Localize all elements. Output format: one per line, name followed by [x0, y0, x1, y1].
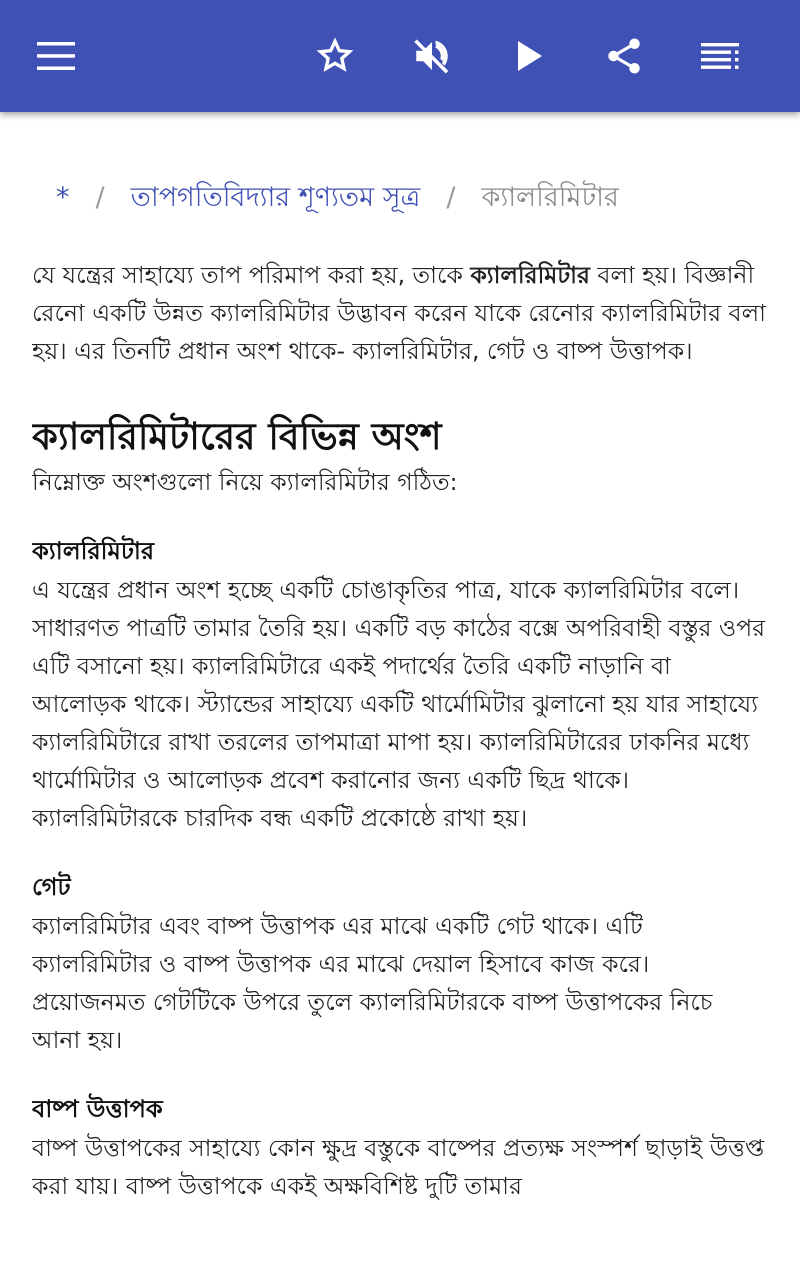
part-title-gate: গেট	[32, 873, 71, 901]
playlist-icon	[701, 43, 739, 69]
menu-button[interactable]	[28, 28, 84, 84]
breadcrumb-current: ক্যালরিমিটার	[481, 182, 619, 213]
breadcrumb-home-link[interactable]: *	[56, 182, 70, 213]
play-icon	[514, 39, 546, 73]
share-button[interactable]	[596, 28, 652, 84]
part-title-steam-heater: বাষ্প উত্তাপক	[32, 1095, 163, 1123]
mute-button[interactable]	[404, 28, 460, 84]
playlist-button[interactable]	[692, 28, 748, 84]
intro-text-end: বলা হয়। বিজ্ঞানী রেনো একটি উন্নত ক্যালরিমিটার উদ্ভাবন করেন যাকে রেনোর ক্যালরিমিটার বলা হয়। এর তিনটি প্রধান অংশ থাকে- ক্যালরিমিটার, গেট ও বাষ্প উত্তাপক।	[32, 261, 766, 365]
article-body	[32, 256, 767, 1205]
breadcrumb-separator: /	[95, 182, 105, 213]
intro-term-bold: ক্যালরিমিটার	[470, 261, 590, 289]
volume-off-icon	[411, 35, 453, 77]
part-body-steam-heater: বাষ্প উত্তাপকের সাহায্যে কোন ক্ষুদ্র বস্তুকে বাষ্পের প্রত্যক্ষ সংস্পর্শ ছাড়াই উত্তপ্ত করা যায়। বাষ্প উত্তাপকে একই অক্ষবিশিষ্ট দুটি তামার	[32, 1134, 765, 1200]
share-icon	[603, 35, 645, 77]
breadcrumb-separator: /	[446, 182, 456, 213]
section-heading: ক্যালরিমিটারের বিভিন্ন অংশ	[32, 415, 442, 458]
breadcrumb	[56, 178, 619, 218]
section-subtitle: নিম্নোক্ত অংশগুলো নিয়ে ক্যালরিমিটার গঠিত:	[32, 468, 458, 496]
intro-paragraph	[32, 256, 767, 370]
breadcrumb-parent-link[interactable]: তাপগতিবিদ্যার শূণ্যতম সূত্র	[130, 182, 421, 213]
intro-text-start: যে যন্ত্রের সাহায্যে তাপ পরিমাপ করা হয়, তাকে	[32, 261, 471, 289]
hamburger-menu-icon	[37, 42, 75, 70]
part-body-calorimeter: এ যন্ত্রের প্রধান অংশ হচ্ছে একটি চোঙাকৃতির পাত্র, যাকে ক্যালরিমিটার বলে। সাধারণত পাত্রটি তামার তৈরি হয়। একটি বড় কাঠের বক্সে অপরিবাহী বস্তুর ওপর এটি বসানো হয়। ক্যালরিমিটারে একই পদার্থের তৈরি একটি নাড়ানি বা আলোড়ক থাকে। স্ট্যান্ডের সাহায্যে একটি থার্মোমিটার ঝুলানো হয় যার সাহায্যে ক্যালরিমিটারে রাখা তরলের তাপমাত্রা মাপা হয়। ক্যালরিমিটারের ঢাকনির মধ্যে থার্মোমিটার ও আলোড়ক প্রবেশ করানোর জন্য একটি ছিদ্র থাকে। ক্যালরিমিটারকে চারদিক বন্ধ একটি প্রকোষ্ঠে রাখা হয়।	[32, 576, 766, 832]
app-bar	[0, 0, 800, 112]
play-button[interactable]	[502, 28, 558, 84]
part-body-gate: ক্যালরিমিটার এবং বাষ্প উত্তাপক এর মাঝে একটি গেট থাকে। এটি ক্যালরিমিটার ও বাষ্প উত্তাপক এর মাঝে দেয়াল হিসাবে কাজ করে। প্রয়োজনমত গেটটিকে উপরে তুলে ক্যালরিমিটারকে বাষ্প উত্তাপকের নিচে আনা হয়।	[32, 912, 713, 1054]
article-content	[32, 112, 772, 1280]
favorite-button[interactable]	[307, 28, 363, 84]
star-outline-icon	[315, 36, 355, 76]
part-title-calorimeter: ক্যালরিমিটার	[32, 537, 155, 565]
